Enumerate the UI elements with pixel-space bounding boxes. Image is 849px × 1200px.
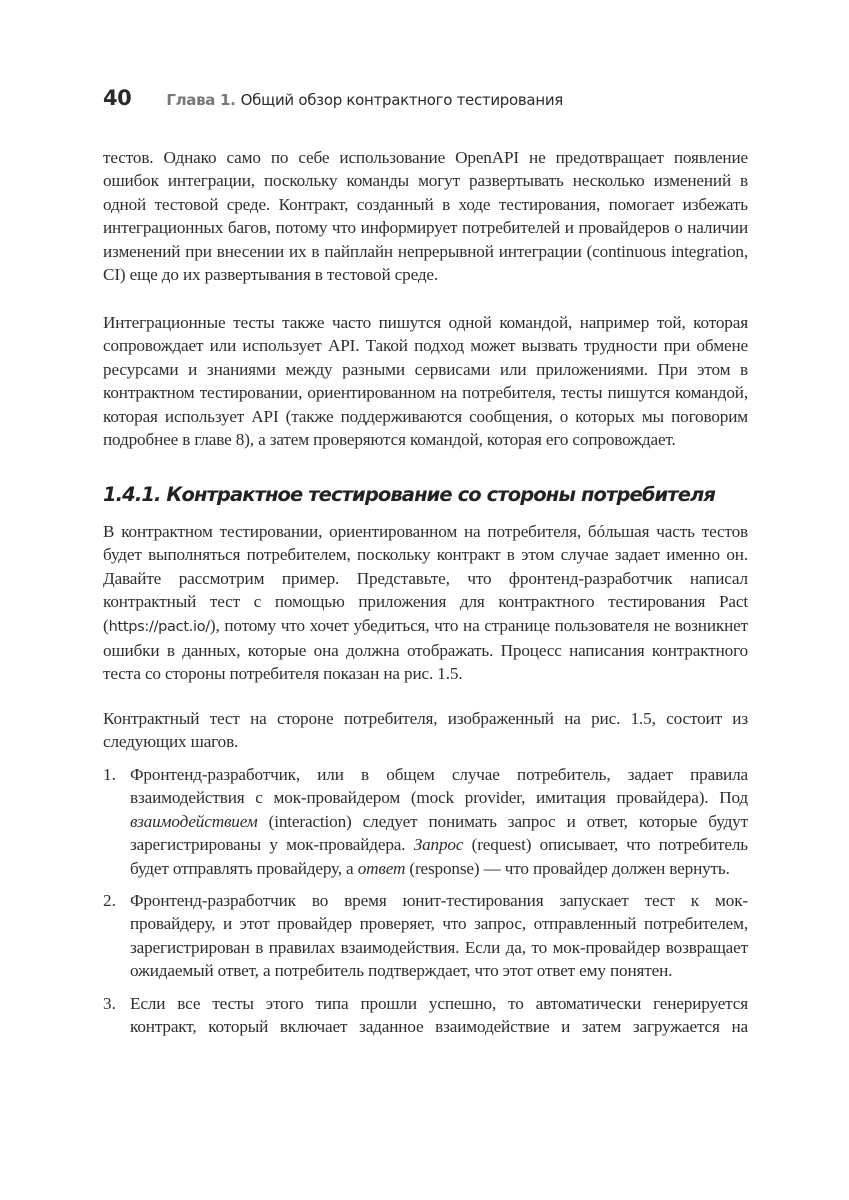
text-segment: (response) — что провайдер должен вернуть.	[405, 858, 730, 878]
chapter-label: Глава 1.	[166, 91, 236, 109]
emphasis: взаимодействием	[130, 811, 258, 831]
text-segment: В контрактном тестировании, ориентированном на потребителя, бóльшая часть тестов будет выполняться потребителем, поскольку контракт в этом случае задает именно он. Давайте рассмотрим пример. Представьте, что фронтенд-разработчик написал контрактный тест с помощью приложения для контрактного тестирования Pact (	[103, 522, 748, 635]
paragraph-openapi: тестов. Однако само по себе использование OpenAPI не предотвращает появление ошибок интеграции, поскольку команды могут развертывать несколько изменений в одной тестовой среде. Контракт, созданный в ходе тестирования, помогает избежать интеграционных багов, потому что информирует потребителей и провайдеров о наличии изменений при внесении их в пайплайн непрерывной интеграции (continuous integration, CI) еще до их развертывания в тестовой среде.	[103, 148, 748, 285]
list-item	[103, 889, 748, 983]
list-item	[103, 763, 748, 880]
pact-link[interactable]: https://pact.io/	[108, 618, 210, 635]
running-head	[103, 86, 563, 110]
section-heading: 1.4.1. Контрактное тестирование со стороны потребителя	[103, 483, 716, 506]
step-text: Фронтенд-разработчик во время юнит-тестирования запускает тест к мок-провайдеру, и этот провайдер проверяет, что запрос, отправленный потребителем, зарегистрирован в правилах взаимодействия. Если да, то мок-провайдер возвращает ожидаемый ответ, а потребитель подтверждает, что этот ответ ему понятен.	[130, 891, 748, 981]
paragraph-integration-tests: Интеграционные тесты также часто пишутся одной командой, например той, которая сопровождает или использует API. Такой подход может вызвать трудности при обмене ресурсами и знаниями между разными сервисами или приложениями. При этом в контрактном тестировании, ориентированном на потребителя, тесты пишутся командой, которая использует API (также поддерживаются сообщения, о которых мы поговорим подробнее в главе 8), а затем проверяются командой, которая его сопровождает.	[103, 313, 748, 450]
step-number: 3.	[103, 993, 116, 1013]
emphasis: ответ	[357, 858, 406, 878]
text-segment: ), потому что хочет убедиться, что на странице пользователя не возникнет ошибки в данных, которые она должна отображать. Процесс написания контрактного теста со стороны потребителя показан на рис. 1.5.	[103, 615, 748, 684]
step-number: 2.	[103, 891, 116, 911]
page-number: 40	[103, 86, 132, 110]
paragraph-consumer-contract	[103, 520, 748, 686]
steps-list	[103, 763, 748, 1047]
chapter-title: Общий обзор контрактного тестирования	[240, 91, 564, 109]
text-segment: (request) описывает, что потребитель будет отправлять провайдеру, а	[130, 835, 748, 878]
emphasis: Запрос	[413, 835, 464, 855]
text-segment: Фронтенд-разработчик, или в общем случае потребитель, задает правила взаимодействия с мок-провайдером (mock provider, имитация провайдера). Под	[130, 765, 748, 808]
step-text	[130, 763, 748, 880]
list-item	[103, 992, 748, 1039]
step-number: 1.	[103, 765, 116, 784]
text-segment: (interaction) следует понимать запрос и ответ, которые будут зарегистрированы у мок-провайдера.	[130, 811, 748, 855]
step-text: Если все тесты этого типа прошли успешно, то автоматически генерируется контракт, который включает заданное взаимодействие и затем загружается на	[130, 993, 748, 1037]
paragraph-steps-intro: Контрактный тест на стороне потребителя, изображенный на рис. 1.5, состоит из следующих шагов.	[103, 709, 748, 752]
